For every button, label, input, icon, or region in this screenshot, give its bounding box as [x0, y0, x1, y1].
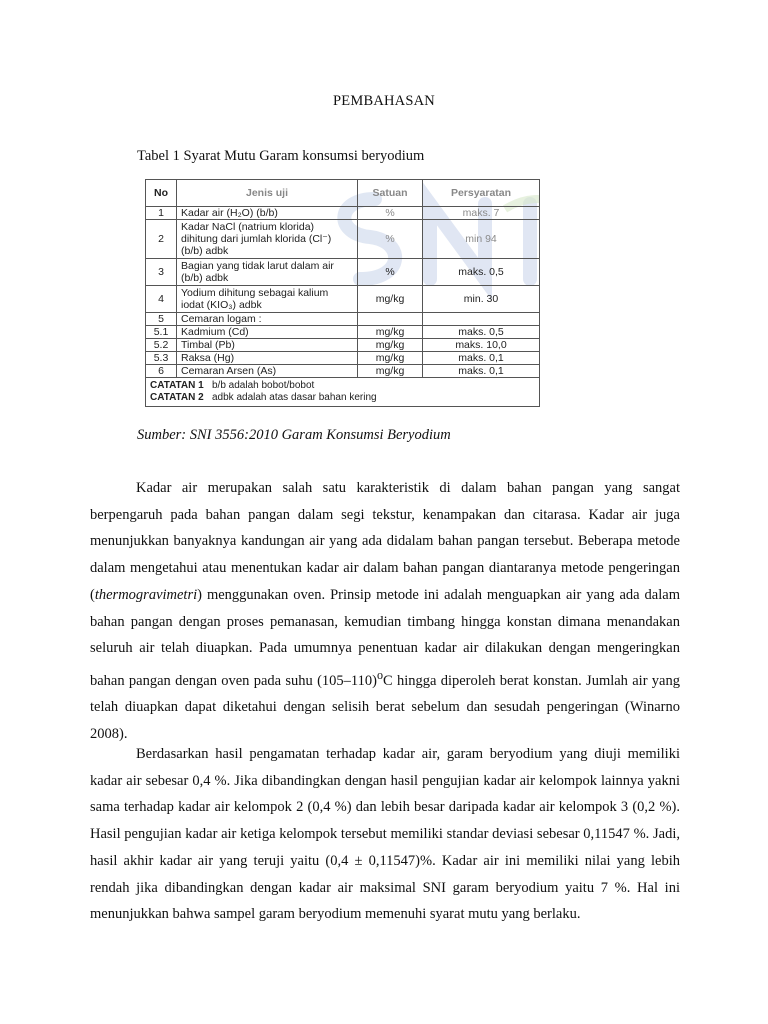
table-source: Sumber: SNI 3556:2010 Garam Konsumsi Beryodium [137, 427, 451, 443]
cell-jenis: Cemaran Arsen (As) [177, 365, 358, 378]
cell-jenis: Cemaran logam : [177, 313, 358, 326]
table-row [146, 259, 540, 286]
table-header-row [146, 180, 540, 207]
header-persyaratan: Persyaratan [423, 180, 540, 207]
note-text: adbk adalah atas dasar bahan kering [212, 392, 377, 403]
table-row [146, 339, 540, 352]
cell-persyaratan: maks. 7 [423, 207, 540, 220]
note-label: CATATAN 1 [150, 380, 204, 391]
cell-no: 5 [146, 313, 177, 326]
header-satuan: Satuan [358, 180, 423, 207]
cell-no: 5.2 [146, 339, 177, 352]
cell-no: 4 [146, 286, 177, 313]
cell-satuan [358, 313, 423, 326]
paragraph-text: ) menggunakan oven. Prinsip metode ini adalah menguapkan air yang ada dalam bahan pangan dengan proses pemanasan, kemudian timbang hingga konstan dimana menandakan seluruh air telah diuapkan. Pada umumnya penentuan kadar air dilakukan dengan mengeringkan bahan pangan dengan oven pada suhu (105–110) [90, 586, 680, 689]
cell-jenis: Kadmium (Cd) [177, 326, 358, 339]
cell-persyaratan: maks. 0,5 [423, 259, 540, 286]
cell-no: 1 [146, 207, 177, 220]
table-note [150, 392, 535, 404]
cell-satuan: mg/kg [358, 339, 423, 352]
table-note [150, 380, 535, 392]
cell-persyaratan [423, 313, 540, 326]
cell-no: 3 [146, 259, 177, 286]
table-notes-row [146, 378, 540, 407]
cell-jenis: Bagian yang tidak larut dalam air (b/b) adbk [177, 259, 358, 286]
cell-no: 5.1 [146, 326, 177, 339]
cell-persyaratan: min 94 [423, 220, 540, 259]
paragraph-italic-term: thermogravimetri [94, 586, 198, 603]
cell-no: 5.3 [146, 352, 177, 365]
note-label: CATATAN 2 [150, 392, 204, 403]
cell-satuan: mg/kg [358, 365, 423, 378]
cell-persyaratan: maks. 10,0 [423, 339, 540, 352]
paragraph-hasil-pengamatan: Berdasarkan hasil pengamatan terhadap kadar air, garam beryodium yang diuji memiliki kadar air sebesar 0,4 %. Jika dibandingkan dengan hasil pengujian kadar air kelompok lainnya yakni sama terhadap kadar air kelompok 2 (0,4 %) dan lebih besar daripada kadar air kelompok 3 (0,2 %). Hasil pengujian kadar air ketiga kelompok tersebut memiliki standar deviasi sebesar 0,11547 %. Jadi, hasil akhir kadar air yang teruji yaitu (0,4 ± 0,11547)%. Kadar air ini memiliki nilai yang lebih rendah jika dibandingkan dengan kadar air maksimal SNI garam beryodium yaitu 7 %. Hal ini menunjukkan bahwa sampel garam beryodium memenuhi syarat mutu yang berlaku. [90, 746, 680, 923]
cell-persyaratan: maks. 0,1 [423, 352, 540, 365]
cell-satuan: % [358, 259, 423, 286]
cell-satuan: mg/kg [358, 326, 423, 339]
cell-jenis: Timbal (Pb) [177, 339, 358, 352]
table-row [146, 313, 540, 326]
syarat-mutu-table [145, 179, 540, 407]
cell-jenis: Kadar NaCl (natrium klorida) dihitung dari jumlah klorida (Cl⁻) (b/b) adbk [177, 220, 358, 259]
table-notes [146, 378, 540, 407]
degree-superscript: o [376, 667, 383, 682]
cell-jenis: Yodium dihitung sebagai kalium iodat (KIO₃) adbk [177, 286, 358, 313]
cell-persyaratan: maks. 0,1 [423, 365, 540, 378]
cell-no: 6 [146, 365, 177, 378]
cell-satuan: mg/kg [358, 286, 423, 313]
section-heading: PEMBAHASAN [333, 93, 435, 109]
header-jenis-uji: Jenis uji [177, 180, 358, 207]
cell-satuan: mg/kg [358, 352, 423, 365]
cell-satuan: % [358, 207, 423, 220]
header-no: No [146, 180, 177, 207]
table-row [146, 207, 540, 220]
table-caption: Tabel 1 Syarat Mutu Garam konsumsi beryodium [137, 148, 425, 164]
table-row [146, 352, 540, 365]
cell-satuan: % [358, 220, 423, 259]
table-row [146, 326, 540, 339]
note-text: b/b adalah bobot/bobot [212, 380, 315, 391]
paragraph-kadar-air [90, 475, 680, 748]
cell-persyaratan: min. 30 [423, 286, 540, 313]
cell-persyaratan: maks. 0,5 [423, 326, 540, 339]
cell-no: 2 [146, 220, 177, 259]
table-image [145, 179, 540, 409]
table-row [146, 365, 540, 378]
cell-jenis: Kadar air (H₂O) (b/b) [177, 207, 358, 220]
paragraph-text: C hingga diperoleh berat konstan. Jumlah air yang telah diuapkan dapat diketahui dengan selisih berat sebelum dan sesudah pengeringan (Winarno 2008). [90, 672, 680, 743]
table-row [146, 286, 540, 313]
cell-jenis: Raksa (Hg) [177, 352, 358, 365]
table-row [146, 220, 540, 259]
paragraph-text: Kadar air merupakan salah satu karakteristik di dalam bahan pangan yang sangat berpengaruh pada bahan pangan dalam segi tekstur, kenampakan dan citarasa. Kadar air juga menunjukkan banyaknya kandungan air yang ada didalam bahan pangan tersebut. Beberapa metode dalam mengetahui atau menentukan kadar air dalam bahan pangan diantaranya metode pengeringan ( [90, 480, 680, 603]
